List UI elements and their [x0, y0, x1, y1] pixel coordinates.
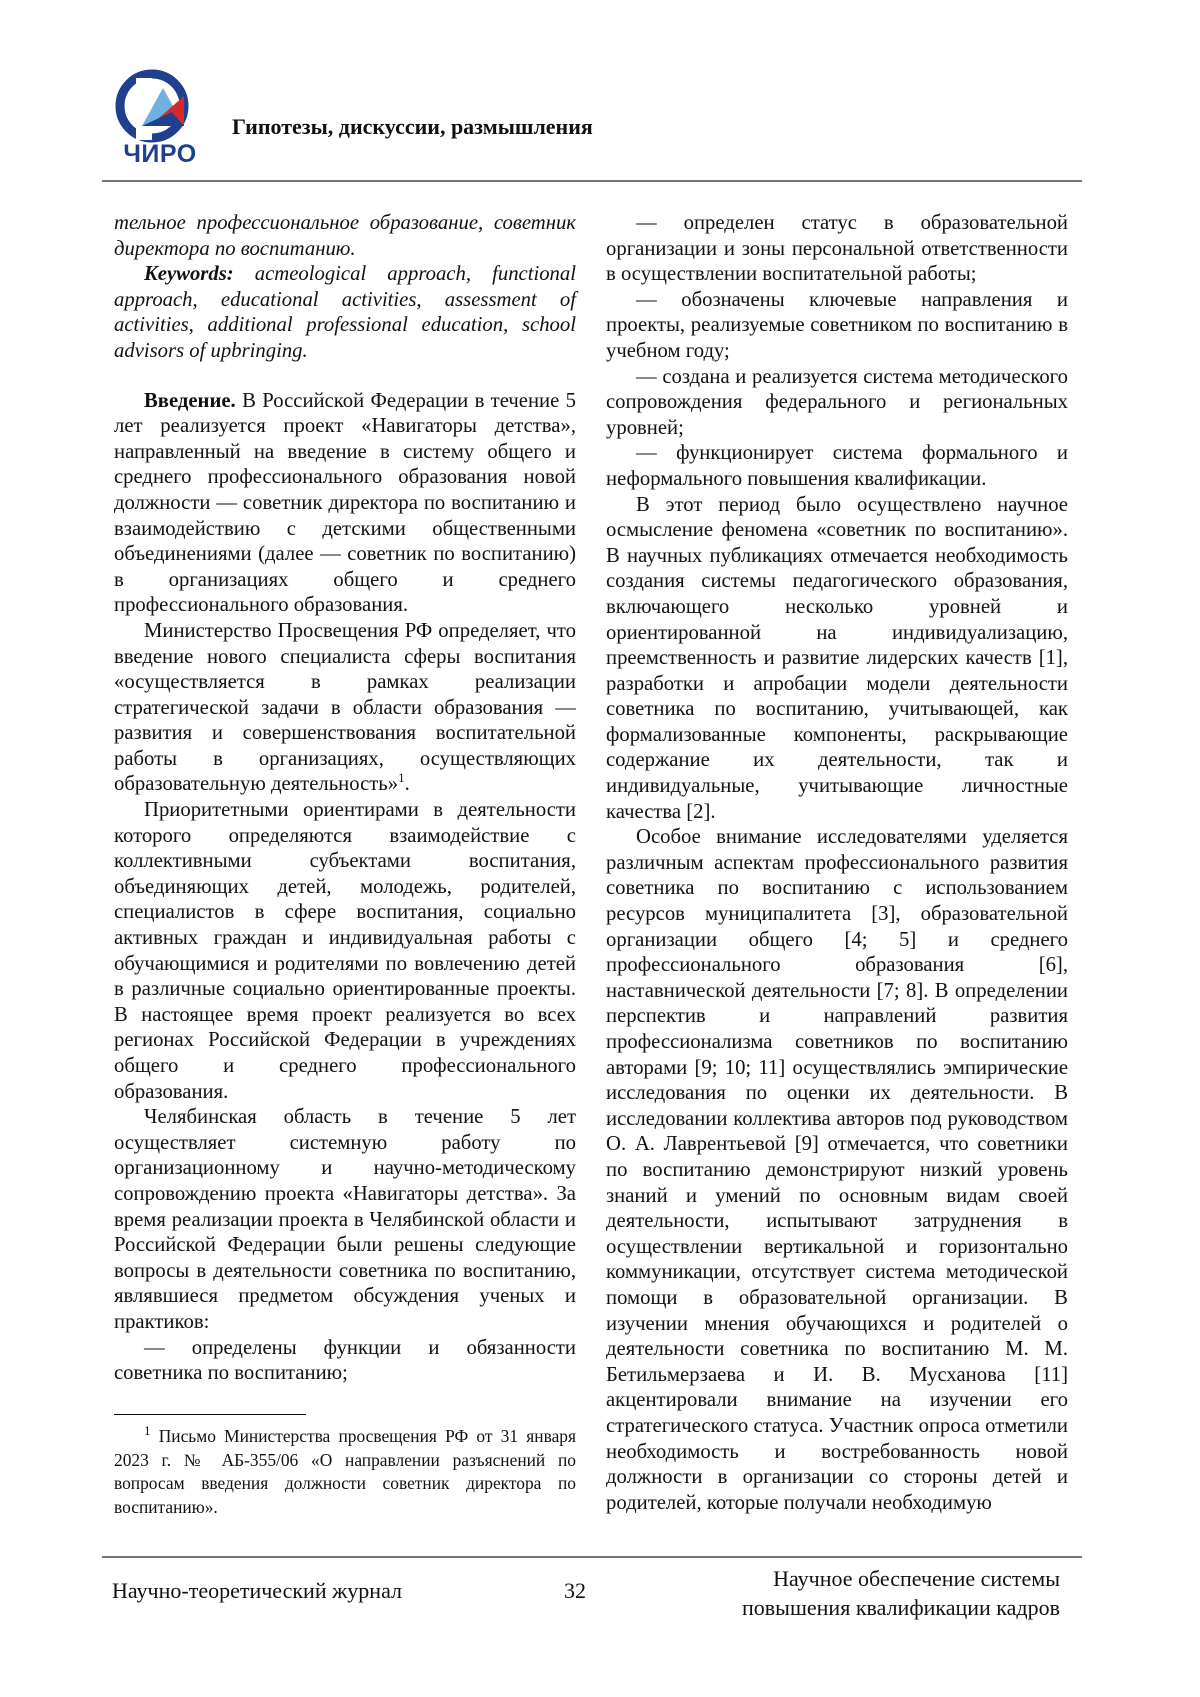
footnote-text: Письмо Министерства просвещения РФ от 31 января 2023 г. № АБ-355/06 «О направлении разъяснений по вопросам введения должности советник директора по воспитанию».	[114, 1426, 576, 1517]
left-column	[114, 211, 576, 1387]
footnote-number: 1	[144, 1423, 151, 1439]
list-item: — определены функции и обязанности советника по воспитанию;	[114, 1336, 576, 1385]
intro-text: В Российской Федерации в течение 5 лет реализуется проект «Навигаторы детства», направленный на введение в систему общего и среднего профессионального образования новой должности — советник директора по воспитанию и взаимодействию с детскими общественными объединениями (далее — советник по воспитанию) в организациях общего и среднего профессионального образования.	[114, 389, 576, 617]
keywords-paragraph	[114, 262, 576, 364]
list-item: — создана и реализуется система методического сопровождения федерального и региональных уровней;	[606, 365, 1068, 439]
intro-label: Введение.	[144, 389, 236, 412]
journal-name: Научно-теоретический журнал	[112, 1578, 403, 1603]
chelyabinsk-paragraph: Челябинская область в течение 5 лет осуществляет системную работу по организационному и научно-методическому сопровождению проекта «Навигаторы детства». За время реализации проекта в Челябинской области и Российской Федерации были решены следующие вопросы в деятельности советника по воспитанию, являвшиеся предметом обсуждения ученых и практиков:	[114, 1106, 576, 1333]
footnote	[114, 1425, 576, 1519]
keywords-text: acmeological approach, functional approach, educational activities, assessment of activities, additional professional education, school advisors of upbringing.	[114, 263, 576, 362]
footnote-mark: 1	[398, 770, 405, 786]
list-item: — определен статус в образовательной организации и зоны персональной ответственности в осуществлении воспитательной работы;	[606, 212, 1068, 286]
attention-paragraph: Особое внимание исследователями уделяется различным аспектам профессионального развития советника по воспитанию с использованием ресурсов муниципалитета [3], образовательной организации общего [4; 5] и среднего профессионального образования [6], наставнической деятельности [7; 8]. В определении перспектив и направлений развития профессионализма советников по воспитанию авторами [9; 10; 11] осуществлялись эмпирические исследования по оценки их деятельности. В исследовании коллектива авторов под руководством О. А. Лаврентьевой [9] отмечается, что советники по воспитанию демонстрируют низкий уровень знаний и умений по основным видам своей деятельности, испытывают затруднения в осуществлении вертикальной и горизонтально коммуникации, отсутствует система методической помощи в образовательной организации. В изучении мнения обучающихся и родителей о деятельности советника по воспитанию М. М. Бетильмерзаева и И. В. Мусханова [11] акцентировали внимание на изучении его стратегического статуса. Участник опроса отметили необходимость и востребованность новой должности в организации со стороны детей и родителей, которые получали необходимую	[606, 826, 1068, 1514]
ministry-paragraph: Министерство Просвещения РФ определяет, что введение нового специалиста сферы воспитания «осуществляется в рамках реализации стратегической задачи в области образования — развития и совершенствования воспитательной работы в организациях, осуществляющих образовательную деятельность»$^1$.	[114, 619, 576, 796]
journal-subtitle: Научное обеспечение системы повышения квалификации кадров	[742, 1566, 1060, 1620]
page-number: 32	[564, 1578, 586, 1603]
footer-divider	[102, 1556, 1082, 1558]
section-title: Гипотезы, дискуссии, размышления	[232, 114, 593, 139]
right-column	[606, 211, 1068, 1516]
period-paragraph: В этот период было осуществлено научное осмысление феномена «советник по воспитанию». В научных публикациях отмечается необходимость создания системы педагогического образования, включающего несколько уровней и ориентированной на индивидуализацию, преемственность и развитие лидерских качеств [1], разработки и апробации модели деятельности советника по воспитанию, учитывающей, как формализованные компоненты, раскрывающие содержание их деятельности, так и индивидуальные, учитывающие личностные качества [2].	[606, 493, 1068, 823]
abstract-tail: тельное профессиональное образование, советник директора по воспитанию.	[114, 212, 576, 260]
list-item: — обозначены ключевые направления и проекты, реализуемые советником по воспитанию в учебном году;	[606, 288, 1068, 362]
intro-paragraph	[114, 389, 576, 619]
keywords-label: Keywords:	[144, 263, 234, 286]
list-item: — функционирует система формального и неформального повышения квалификации.	[606, 442, 1068, 490]
header-divider	[102, 180, 1082, 182]
logo-text: ЧИРО	[123, 140, 197, 168]
footnote-divider	[114, 1414, 306, 1415]
priority-paragraph: Приоритетными ориентирами в деятельности которого определяются взаимодействие с коллективными субъектами воспитания, объединяющих детей, молодежь, родителей, специалистов в сфере воспитания, социально активных граждан и индивидуальная работы с обучающимися и родителями по вовлечению детей в различные социально ориентированные проекты. В настоящее время проект реализуется во всех регионах Российской Федерации в учреждениях общего и среднего профессионального образования.	[114, 799, 576, 1103]
